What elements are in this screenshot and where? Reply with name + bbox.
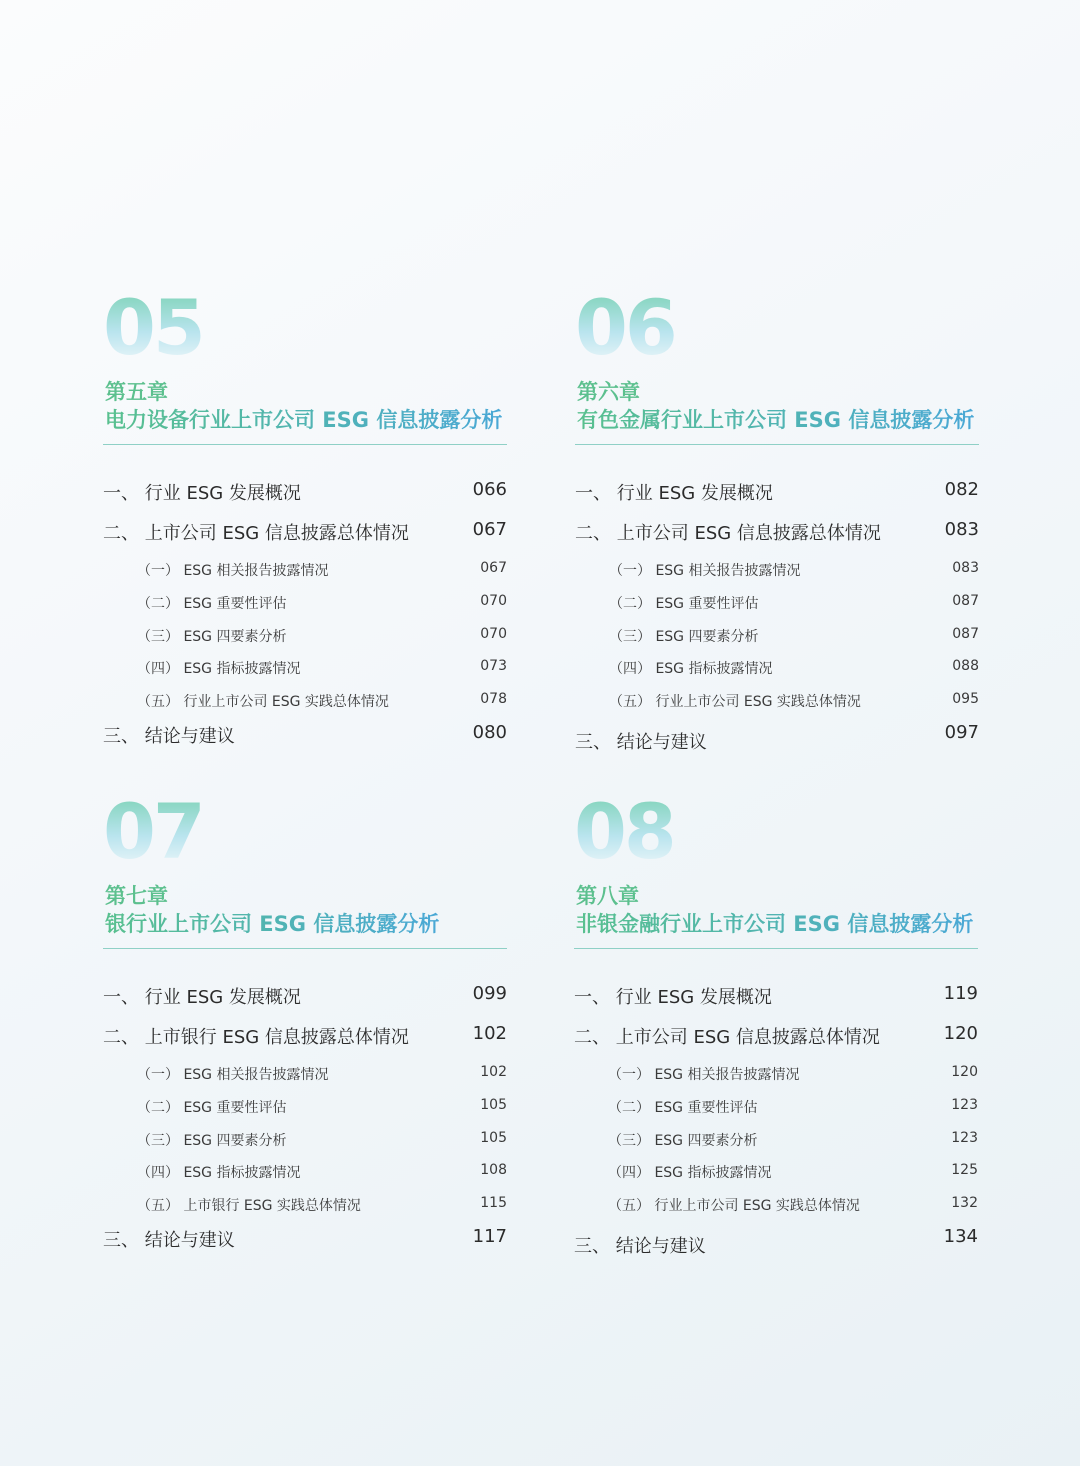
toc-entry-label: （五） 行业上市公司 ESG 实践总体情况: [608, 1198, 860, 1214]
toc-entry-page: 102: [472, 1023, 507, 1044]
toc-entry-label: （五） 行业上市公司 ESG 实践总体情况: [609, 694, 861, 710]
toc-entry-page: 087: [952, 593, 979, 609]
chapter-label: 第六章: [577, 380, 640, 404]
toc-entry-page: 083: [944, 519, 979, 540]
toc-entry-page: 134: [943, 1226, 978, 1247]
toc-entry-label: 三、 结论与建议: [103, 1230, 235, 1251]
toc-entry-page: 067: [472, 519, 507, 540]
toc-entry-page: 070: [480, 626, 507, 642]
chapter-label: 第七章: [105, 884, 168, 908]
toc-entry-label: （二） ESG 重要性评估: [137, 1100, 287, 1116]
toc-entry-page: 120: [951, 1064, 978, 1080]
toc-entry-label: 一、 行业 ESG 发展概况: [103, 483, 301, 504]
toc-entry-label: （一） ESG 相关报告披露情况: [609, 563, 801, 579]
toc-entry-page: 119: [943, 983, 978, 1004]
toc-entry-page: 087: [952, 626, 979, 642]
toc-entry-label: 二、 上市公司 ESG 信息披露总体情况: [575, 523, 881, 544]
toc-entry-page: 108: [480, 1162, 507, 1178]
toc-entry-label: 三、 结论与建议: [103, 726, 235, 747]
chapter-title: 银行业上市公司 ESG 信息披露分析: [105, 908, 439, 938]
toc-entry-label: （五） 行业上市公司 ESG 实践总体情况: [137, 694, 389, 710]
toc-entry-label: 一、 行业 ESG 发展概况: [575, 483, 773, 504]
chapter-divider: [103, 444, 507, 445]
toc-entry-label: 二、 上市公司 ESG 信息披露总体情况: [103, 523, 409, 544]
chapter-number: 06: [575, 283, 675, 372]
chapter-number: 07: [103, 787, 203, 876]
chapter-number: 05: [103, 283, 203, 372]
toc-entry-page: 082: [944, 479, 979, 500]
chapter-divider: [575, 444, 979, 445]
toc-entry-page: 105: [480, 1097, 507, 1113]
toc-entry-label: （三） ESG 四要素分析: [137, 629, 287, 645]
toc-entry-label: （一） ESG 相关报告披露情况: [608, 1067, 800, 1083]
toc-entry-label: 一、 行业 ESG 发展概况: [103, 987, 301, 1008]
toc-entry-page: 099: [472, 983, 507, 1004]
toc-entry-page: 073: [480, 658, 507, 674]
toc-entry-label: （三） ESG 四要素分析: [608, 1133, 758, 1149]
chapter-title: 非银金融行业上市公司 ESG 信息披露分析: [576, 908, 973, 938]
chapter-label: 第五章: [105, 380, 168, 404]
toc-entry-page: 125: [951, 1162, 978, 1178]
toc-entry-label: （四） ESG 指标披露情况: [608, 1165, 772, 1181]
toc-entry-page: 095: [952, 691, 979, 707]
toc-entry-page: 132: [951, 1195, 978, 1211]
toc-entry-label: （四） ESG 指标披露情况: [609, 661, 773, 677]
chapter-divider: [574, 948, 978, 949]
toc-entry-page: 102: [480, 1064, 507, 1080]
toc-entry-label: 二、 上市银行 ESG 信息披露总体情况: [103, 1027, 409, 1048]
toc-entry-label: （三） ESG 四要素分析: [137, 1133, 287, 1149]
toc-entry-page: 078: [480, 691, 507, 707]
toc-entry-label: （五） 上市银行 ESG 实践总体情况: [137, 1198, 361, 1214]
toc-entry-label: （三） ESG 四要素分析: [609, 629, 759, 645]
toc-entry-label: （四） ESG 指标披露情况: [137, 661, 301, 677]
toc-entry-page: 123: [951, 1130, 978, 1146]
toc-entry-page: 080: [472, 722, 507, 743]
toc-entry-page: 067: [480, 560, 507, 576]
chapter-title: 有色金属行业上市公司 ESG 信息披露分析: [577, 404, 974, 434]
toc-entry-page: 105: [480, 1130, 507, 1146]
toc-entry-page: 070: [480, 593, 507, 609]
toc-entry-page: 115: [480, 1195, 507, 1211]
toc-entry-label: 一、 行业 ESG 发展概况: [574, 987, 772, 1008]
toc-entry-label: 二、 上市公司 ESG 信息披露总体情况: [574, 1027, 880, 1048]
chapter-divider: [103, 948, 507, 949]
toc-entry-label: （二） ESG 重要性评估: [608, 1100, 758, 1116]
toc-entry-page: 097: [944, 722, 979, 743]
toc-entry-label: 三、 结论与建议: [574, 1236, 706, 1257]
toc-entry-label: 三、 结论与建议: [575, 732, 707, 753]
toc-entry-page: 066: [472, 479, 507, 500]
toc-entry-label: （二） ESG 重要性评估: [137, 596, 287, 612]
chapter-number: 08: [574, 787, 674, 876]
toc-entry-label: （二） ESG 重要性评估: [609, 596, 759, 612]
toc-entry-label: （四） ESG 指标披露情况: [137, 1165, 301, 1181]
toc-entry-page: 120: [943, 1023, 978, 1044]
chapter-label: 第八章: [576, 884, 639, 908]
toc-entry-page: 117: [472, 1226, 507, 1247]
toc-entry-page: 088: [952, 658, 979, 674]
toc-entry-page: 083: [952, 560, 979, 576]
chapter-title: 电力设备行业上市公司 ESG 信息披露分析: [105, 404, 502, 434]
toc-entry-page: 123: [951, 1097, 978, 1113]
toc-entry-label: （一） ESG 相关报告披露情况: [137, 1067, 329, 1083]
toc-entry-label: （一） ESG 相关报告披露情况: [137, 563, 329, 579]
